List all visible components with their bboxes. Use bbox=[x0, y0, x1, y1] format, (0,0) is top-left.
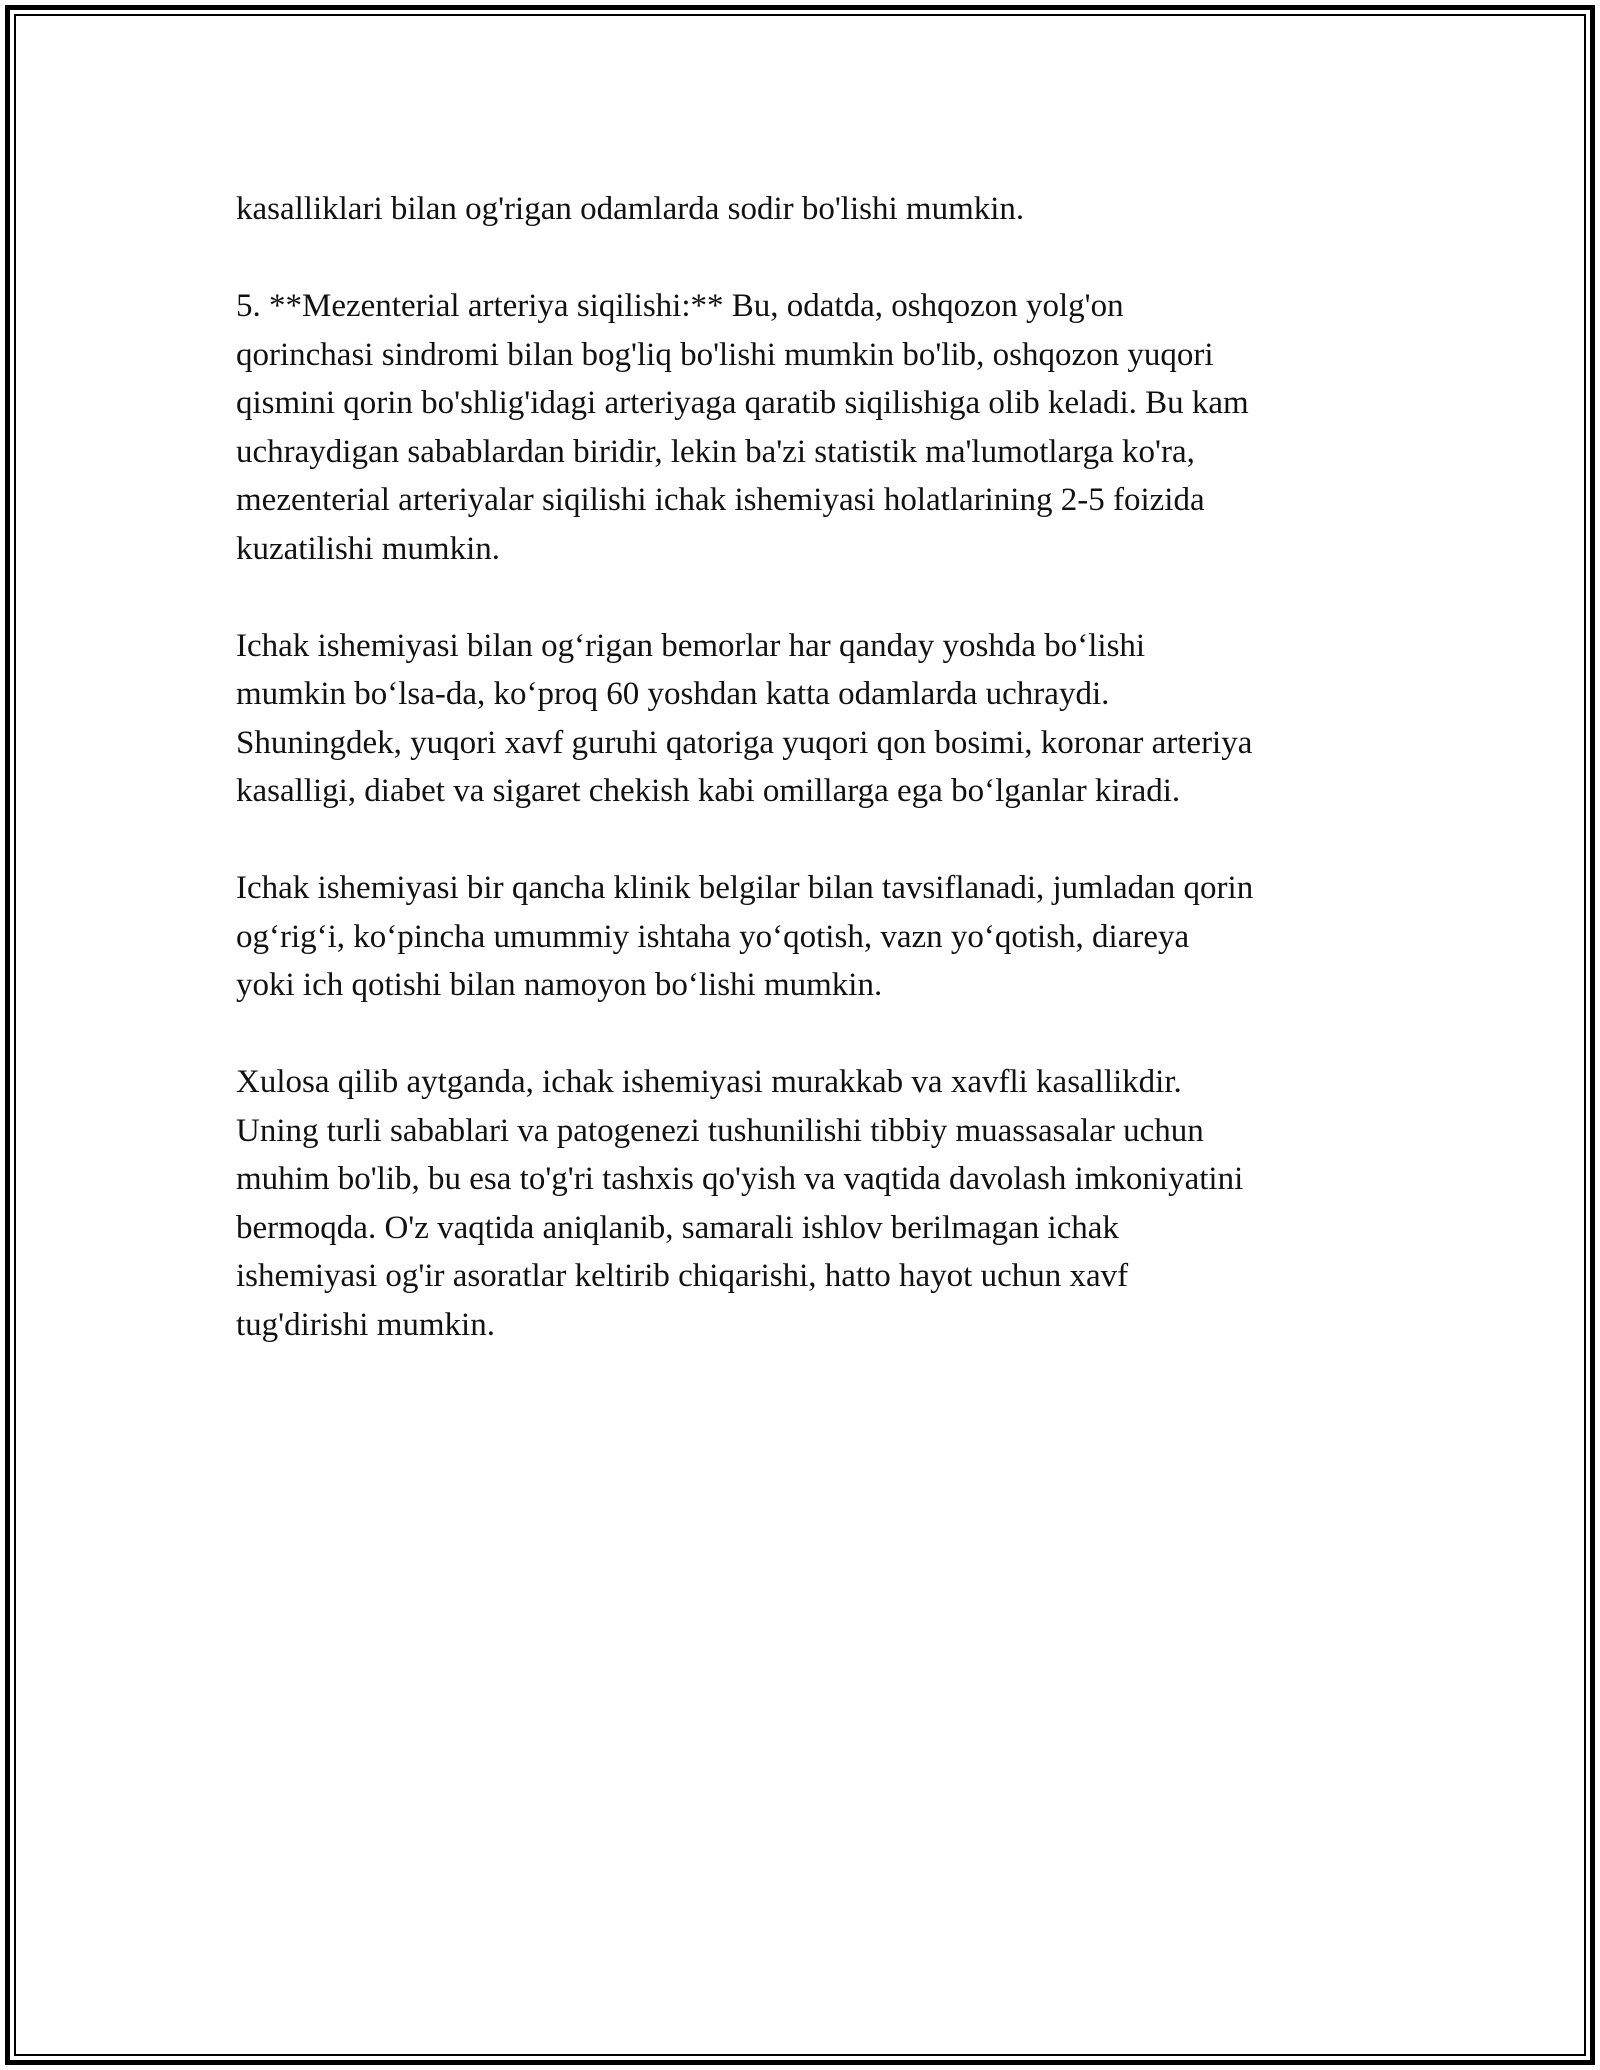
text-line: Shuningdek, yuqori xavf guruhi qatoriga yuqori qon bosimi, koronar arteriya bbox=[236, 724, 1253, 761]
document-body bbox=[236, 185, 1376, 1398]
text-line: tug'dirishi mumkin. bbox=[236, 1306, 495, 1343]
paragraph bbox=[236, 185, 1376, 234]
text-line: Ichak ishemiyasi bilan og‘rigan bemorlar har qanday yoshda bo‘lishi bbox=[236, 627, 1146, 664]
text-line: Ichak ishemiyasi bir qancha klinik belgilar bilan tavsiflanadi, jumladan qorin bbox=[236, 870, 1254, 906]
text-line: muhim bo'lib, bu esa to'g'ri tashxis qo'yish va vaqtida davolash imkoniyatini bbox=[236, 1161, 1244, 1197]
paragraph bbox=[236, 1058, 1376, 1349]
text-line: Uning turli sabablari va patogenezi tushunilishi tibbiy muassasalar uchun bbox=[236, 1112, 1204, 1149]
text-line: kasalliklari bilan og'rigan odamlarda sodir bo'lishi mumkin. bbox=[236, 191, 1025, 227]
text-line: 5. **Mezenterial arteriya siqilishi:** Bu, odatda, oshqozon yolg'on bbox=[236, 288, 1124, 324]
text-line: Xulosa qilib aytganda, ichak ishemiyasi murakkab va xavfli kasallikdir. bbox=[236, 1064, 1182, 1100]
text-line: kasalligi, diabet va sigaret chekish kabi omillarga ega bo‘lganlar kiradi. bbox=[236, 773, 1181, 809]
paragraph bbox=[236, 864, 1376, 1010]
text-line: kuzatilishi mumkin. bbox=[236, 530, 500, 567]
paragraph bbox=[236, 622, 1376, 816]
text-line: mezenterial arteriyalar siqilishi ichak ishemiyasi holatlarining 2-5 foizida bbox=[236, 482, 1205, 518]
text-line: qorinchasi sindromi bilan bog'liq bo'lishi mumkin bo'lib, oshqozon yuqori bbox=[236, 336, 1214, 373]
paragraph bbox=[236, 282, 1376, 573]
text-line: bermoqda. O'z vaqtida aniqlanib, samarali ishlov berilmagan ichak bbox=[236, 1209, 1119, 1246]
text-line: yoki ich qotishi bilan namoyon bo‘lishi mumkin. bbox=[236, 967, 883, 1003]
text-line: og‘rig‘i, ko‘pincha umummiy ishtaha yo‘qotish, vazn yo‘qotish, diareya bbox=[236, 918, 1190, 955]
text-line: ishemiyasi og'ir asoratlar keltirib chiqarishi, hatto hayot uchun xavf bbox=[236, 1258, 1129, 1294]
text-line: uchraydigan sabablardan biridir, lekin ba'zi statistik ma'lumotlarga ko'ra, bbox=[236, 433, 1195, 470]
text-line: mumkin bo‘lsa-da, ko‘proq 60 yoshdan katta odamlarda uchraydi. bbox=[236, 676, 1110, 712]
text-line: qismini qorin bo'shlig'idagi arteriyaga qaratib siqilishiga olib keladi. Bu kam bbox=[236, 385, 1249, 421]
